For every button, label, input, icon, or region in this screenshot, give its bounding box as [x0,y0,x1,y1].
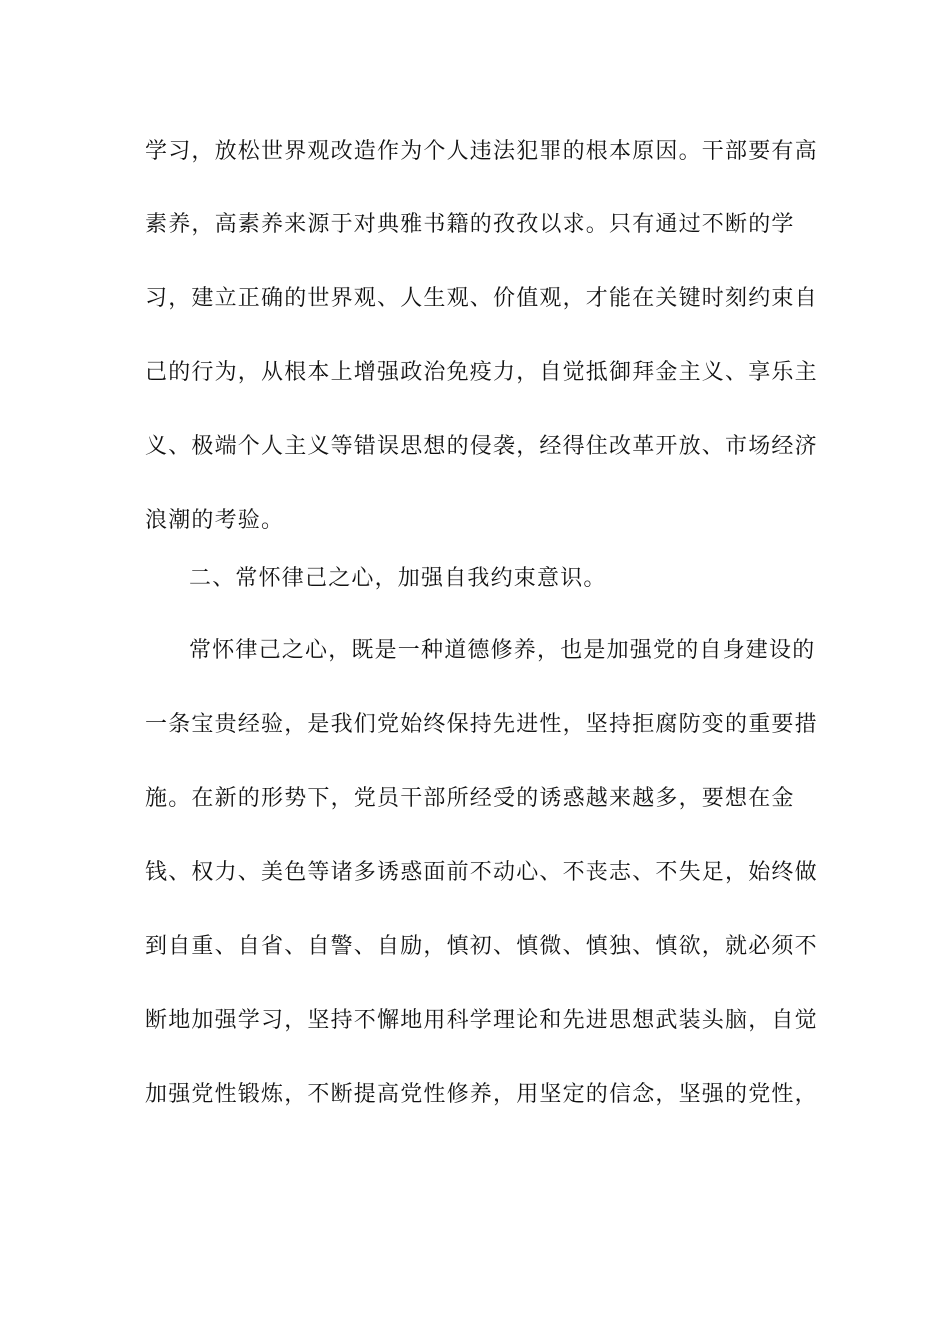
paragraph-line: 一条宝贵经验，是我们党始终保持先进性，坚持拒腐防变的重要措 [145,712,818,737]
paragraph-line: 义、极端个人主义等错误思想的侵袭，经得住改革开放、市场经济 [145,434,818,459]
paragraph-line: 施。在新的形势下，党员干部所经受的诱惑越来越多，要想在金 [145,786,795,811]
paragraph-line: 钱、权力、美色等诸多诱惑面前不动心、不丧志、不失足，始终做 [145,860,818,885]
paragraph-line: 断地加强学习，坚持不懈地用科学理论和先进思想武装头脑，自觉 [145,1008,818,1033]
section-heading: 二、常怀律己之心，加强自我约束意识。 [189,566,607,591]
paragraph-line: 到自重、自省、自警、自励，慎初、慎微、慎独、慎欲，就必须不 [145,934,818,959]
paragraph-line: 常怀律己之心，既是一种道德修养，也是加强党的自身建设的 [189,638,816,663]
paragraph-line: 习，建立正确的世界观、人生观、价值观，才能在关键时刻约束自 [145,286,818,311]
paragraph-line: 浪潮的考验。 [145,508,285,533]
paragraph-line: 学习，放松世界观改造作为个人违法犯罪的根本原因。干部要有高 [145,139,818,164]
paragraph-line: 素养，高素养来源于对典雅书籍的孜孜以求。只有通过不断的学 [145,212,795,237]
paragraph-line: 己的行为，从根本上增强政治免疫力，自觉抵御拜金主义、享乐主 [145,360,818,385]
paragraph-line: 加强党性锻炼，不断提高党性修养，用坚定的信念，坚强的党性， [145,1082,818,1107]
